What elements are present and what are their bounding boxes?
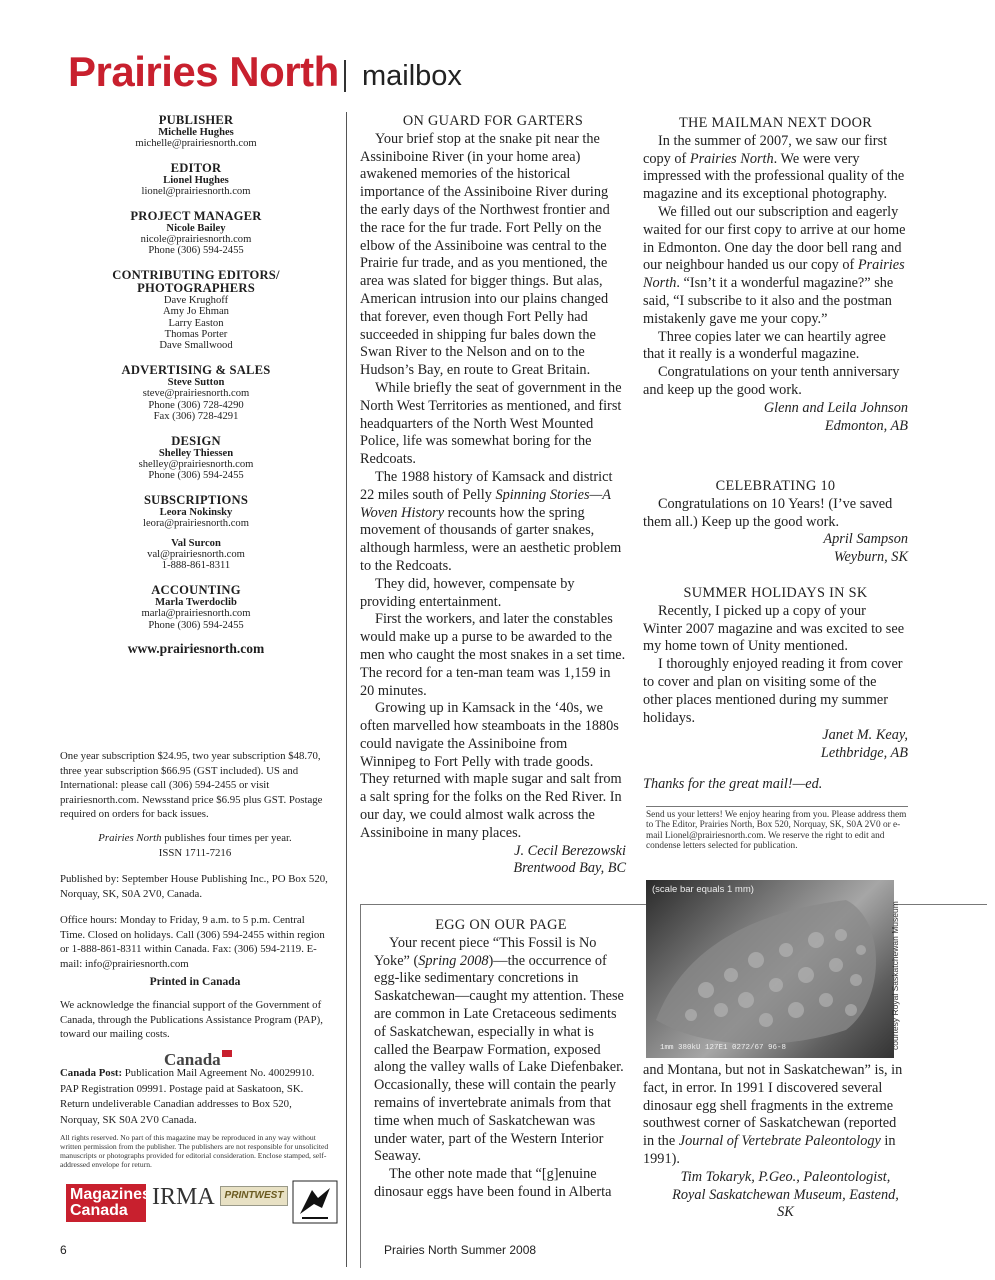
pm-label: PROJECT MANAGER bbox=[130, 208, 262, 223]
paragraph-text: The 1988 history of Kamsack and district 22 miles south of Pelly bbox=[360, 468, 613, 503]
website-link[interactable]: www.prairiesnorth.com bbox=[127, 640, 265, 656]
letter-paragraph: The other note made that “[g]enuine dinosaur eggs have been found in Alberta bbox=[374, 1166, 612, 1200]
canada-post-line-2: PAP Registration 09991. Postage paid at Saskatoon, SK. bbox=[60, 1082, 304, 1095]
letter-egg-on-our-page bbox=[374, 917, 628, 1202]
letter-heading: EGG ON OUR PAGE bbox=[435, 917, 567, 933]
partner-logos bbox=[66, 1180, 336, 1226]
signature-name: J. Cecil Berezowski bbox=[514, 842, 626, 859]
fossil-photo bbox=[646, 880, 894, 1058]
signature-name: April Sampson bbox=[823, 531, 908, 548]
accounting-email: marla@prairiesnorth.com bbox=[141, 608, 251, 620]
subscriptions-name-2: Val Surcon bbox=[171, 537, 221, 549]
printed-in-canada: Printed in Canada bbox=[149, 976, 241, 988]
design-name: Shelley Thiessen bbox=[158, 447, 234, 459]
contrib-label: CONTRIBUTING EDITORS/ bbox=[112, 267, 280, 282]
accounting-label: ACCOUNTING bbox=[151, 582, 241, 597]
letter-mailman-next-door bbox=[643, 115, 908, 435]
subscriptions-email-2: val@prairiesnorth.com bbox=[147, 548, 245, 560]
flag-icon bbox=[222, 1050, 232, 1057]
rights-notice: All rights reserved. No part of this magazine may be reproduced in any way without written permission from the publisher. The publishers are not responsible for unsolicited manuscripts or photographs provided for editorial consideration. Enclose stamped, self-addressed envelope for return. bbox=[60, 1133, 329, 1169]
signature-name: Glenn and Leila Johnson bbox=[763, 399, 908, 416]
paragraph-text: Your recent piece “This Fossil is No Yoke” ( bbox=[374, 934, 597, 969]
letter-paragraph bbox=[374, 935, 628, 1166]
signature-location: Brentwood Bay, BC bbox=[513, 860, 626, 877]
letter-heading: THE MAILMAN NEXT DOOR bbox=[678, 115, 873, 131]
contrib-name: Amy Jo Ehman bbox=[163, 306, 229, 318]
canada-post-label: Canada Post: bbox=[60, 1067, 123, 1079]
letter-paragraph bbox=[643, 204, 908, 329]
office-hours: Office hours: Monday to Friday, 9 a.m. to 5 p.m. Central Time. Closed on holidays. Call (306) 594-2455 within region or 1-888-861-8311 within Canada. Fax: (306) 594-2119. E-mail: info@prairiesnorth.com bbox=[60, 914, 325, 970]
pm-group bbox=[60, 210, 332, 257]
contrib-label-2: PHOTOGRAPHERS bbox=[137, 280, 255, 295]
letter-paragraph: Three copies later we can heartily agree that it really is a wonderful magazine. bbox=[643, 328, 886, 363]
pm-name: Nicole Bailey bbox=[166, 222, 226, 234]
letter-heading: CELEBRATING 10 bbox=[715, 478, 836, 494]
letter-paragraph: I thoroughly enjoyed reading it from cover to cover and plan on visiting some of the other places mentioned during my summer holidays. bbox=[643, 656, 903, 726]
magazine-name: Prairies North bbox=[689, 150, 774, 167]
paragraph-text: in 1991). bbox=[643, 1133, 896, 1167]
signature-location: Royal Saskatchewan Museum, Eastend, SK bbox=[672, 1186, 899, 1221]
publisher-name: Michelle Hughes bbox=[158, 127, 234, 138]
letter-paragraph: Your brief stop at the snake pit near the Assiniboine River (in your home area) awakened memories of the historical importance of the Assiniboine River during the early days of the Northwest frontier and the race for the fur trade. Fort Pelly on the elbow of the Assiniboine was central to the Prairie fur trade, and as you mentioned, the area was slated for bigger things. But alas, American intrusion into our plains changed that forever, even though Fort Pelly had succeeded in shipping fur bales down the Swan River to the Nelson and on to the Hudson’s Bay, en route to Great Britain. bbox=[360, 130, 610, 379]
publisher-label: PUBLISHER bbox=[158, 113, 234, 127]
signature-location: Lethbridge, AB bbox=[820, 745, 908, 762]
column-rule bbox=[346, 112, 347, 1267]
editor-name: Lionel Hughes bbox=[163, 174, 229, 186]
advertising-group bbox=[60, 364, 332, 423]
accounting-group bbox=[60, 584, 332, 631]
magazines-canada-logo: Magazines Canada bbox=[66, 1184, 146, 1222]
title-divider bbox=[344, 60, 346, 92]
letter-heading: ON GUARD FOR GARTERS bbox=[402, 113, 584, 129]
letter-paragraph bbox=[360, 469, 626, 576]
frequency-title: Prairies North bbox=[98, 832, 162, 844]
published-by: Published by: September House Publishing Inc., PO Box 520, Norquay, SK, S0A 2V0, Canada. bbox=[60, 873, 328, 900]
paragraph-text: and Montana, but not in Saskatchewan” is, in fact, in error. In 1991 I discovered several dinosaur egg shell fragments in the extreme southwest corner of Saskatchewan (reported in the bbox=[643, 1062, 903, 1150]
advertising-email: steve@prairiesnorth.com bbox=[142, 388, 250, 400]
canada-post-info bbox=[60, 1066, 330, 1128]
paragraph-text: recounts how the spring movement of thousands of garter snakes, although harmless, were an aesthetic problem to the Redcoats. bbox=[360, 504, 622, 574]
egg-shell-fragment-icon bbox=[646, 880, 894, 1058]
editor-thanks: Thanks for the great mail!—ed. bbox=[643, 776, 823, 792]
issue-footer: Prairies North Summer 2008 bbox=[384, 1243, 537, 1257]
irma-logo: IRMA bbox=[152, 1184, 215, 1210]
advertising-label: ADVERTISING & SALES bbox=[121, 362, 271, 377]
design-email: shelley@prairiesnorth.com bbox=[138, 458, 254, 470]
accounting-phone: Phone (306) 594-2455 bbox=[148, 619, 244, 631]
letter-paragraph bbox=[643, 1062, 908, 1169]
canada-post-line-1: Publication Mail Agreement No. 40029910. bbox=[122, 1067, 315, 1079]
subscriptions-group bbox=[60, 494, 332, 572]
signature-location: Edmonton, AB bbox=[824, 417, 908, 434]
subscriptions-email-1: leora@prairiesnorth.com bbox=[143, 518, 249, 530]
journal-title: Journal of Vertebrate Paleontology bbox=[678, 1133, 881, 1150]
canada-post-line-3: Return undeliverable Canadian addresses to Box 520, bbox=[60, 1098, 292, 1110]
design-phone: Phone (306) 594-2455 bbox=[148, 470, 244, 482]
editor-label: EDITOR bbox=[170, 160, 222, 175]
signature-location: Weyburn, SK bbox=[833, 549, 908, 566]
pm-email: nicole@prairiesnorth.com bbox=[140, 234, 252, 246]
contrib-name: Thomas Porter bbox=[164, 329, 228, 341]
issue-title: Spring 2008 bbox=[418, 952, 489, 969]
letter-egg-continued bbox=[643, 1062, 908, 1222]
advertising-phone: Phone (306) 728-4290 bbox=[148, 399, 244, 411]
frequency-text: publishes four times per year. bbox=[161, 832, 292, 844]
letter-summer-holidays bbox=[643, 585, 908, 763]
subscriptions-phone-2: 1-888-861-8311 bbox=[161, 560, 231, 572]
advertising-fax: Fax (306) 728-4291 bbox=[153, 411, 239, 423]
paragraph-text: . We were very impressed with the professional quality of the magazine and its exceptional photography. bbox=[643, 150, 905, 203]
letter-paragraph: Recently, I picked up a copy of your Winter 2007 magazine and was excited to see my home town of Unity mentioned. bbox=[643, 602, 905, 655]
signature-name: Janet M. Keay, bbox=[822, 727, 908, 744]
publisher-email: michelle@prairiesnorth.com bbox=[135, 138, 257, 150]
bird-logo-icon bbox=[292, 1180, 338, 1224]
contrib-group bbox=[60, 269, 332, 352]
issn: ISSN 1711-7216 bbox=[158, 846, 232, 859]
magazine-name: Prairies North bbox=[643, 257, 905, 292]
book-title: Spinning Stories—A Woven History bbox=[360, 486, 611, 521]
design-label: DESIGN bbox=[171, 433, 221, 448]
government-support: We acknowledge the financial support of the Government of Canada, through the Publications Assistance Program (PAP), toward our mailing costs. bbox=[60, 999, 323, 1040]
submission-note: Send us your letters! We enjoy hearing from you. Please address them to The Editor, Prairies North, Box 520, Norquay, SK, S0A 2V0 or e-mail Lionel@prairiesnorth.com. We reserve the right to edit and condense letters selected for publication. bbox=[646, 806, 908, 852]
paragraph-text: )—the occurrence of egg-like sedimentary concretions in Saskatchewan—caught my attention. These are common in Late Cretaceous sediments of Saskatchewan, especially in what is called the Bearpaw Formation, exposed along the valley walls of Lake Diefenbaker. Occasionally, these will contain the pearly remains of invertebrate animals from that time when much of Saskatchewan was under water, part of the Western Interior Seaway. bbox=[374, 952, 624, 1165]
canada-post-line-4: Norquay, SK S0A 2V0 Canada. bbox=[60, 1113, 197, 1126]
frequency-info bbox=[60, 831, 330, 860]
photo-scale-bar: 1mm 380kU 127E1 0272/67 96-8 bbox=[660, 1044, 787, 1052]
subscriptions-name-1: Leora Nokinsky bbox=[159, 506, 233, 518]
letter-celebrating-10 bbox=[643, 478, 908, 567]
paragraph-text: In the summer of 2007, we saw our first copy of bbox=[643, 132, 888, 167]
subscriptions-label: SUBSCRIPTIONS bbox=[143, 492, 249, 507]
photo-caption: (scale bar equals 1 mm) bbox=[652, 884, 754, 895]
subscription-info: One year subscription $24.95, two year subscription $48.70, three year subscription $66.95 (GST included). US and International: please call (306) 594-2455 or visit prairiesnorth.com. Newsstand price $6.95 plus GST. Postage required on orders for back issues. bbox=[60, 750, 323, 820]
letter-paragraph: They did, however, compensate by providing entertainment. bbox=[360, 575, 575, 610]
design-group bbox=[60, 435, 332, 482]
printwest-logo: PRINTWEST bbox=[220, 1186, 288, 1206]
signature-name: Tim Tokaryk, P.Geo., Paleontologist, bbox=[680, 1168, 891, 1185]
pm-phone: Phone (306) 594-2455 bbox=[148, 245, 244, 257]
editor-email: lionel@prairiesnorth.com bbox=[141, 186, 251, 198]
letter-on-guard-for-garters bbox=[360, 113, 626, 878]
canada-wordmark-text: Canada bbox=[164, 1050, 221, 1069]
paragraph-text: . “Isn’t it a wonderful magazine?” she said, “I subscribe to it also and the postman mistakenly gave me your copy.” bbox=[643, 275, 894, 327]
accounting-name: Marla Twerdoclib bbox=[155, 596, 237, 608]
contrib-name: Larry Easton bbox=[168, 317, 224, 329]
letter-paragraph: While briefly the seat of government in the North West Territories as mentioned, and first headquarters of the North West Mounted Police, life was somewhat boring for the Redcoats. bbox=[360, 379, 622, 468]
page-number: 6 bbox=[60, 1243, 67, 1257]
advertising-name: Steve Sutton bbox=[167, 376, 225, 388]
editor-group bbox=[60, 162, 332, 198]
letter-paragraph bbox=[643, 133, 908, 204]
photo-credit: courtesy Royal Saskatchewan Museum bbox=[890, 901, 900, 1050]
section-title: mailbox bbox=[362, 60, 462, 92]
letter-paragraph: Growing up in Kamsack in the ‘40s, we often marvelled how steamboats in the 1880s could navigate the Assiniboine from Winnipeg to Fort Pelly with trade goods. They returned with maple sugar and salt from a salt spring for the folks on the Red River. In our day, we could almost walk across the Assiniboine in many places. bbox=[360, 700, 622, 841]
staff-masthead bbox=[60, 114, 332, 654]
publisher-group bbox=[60, 114, 332, 150]
letter-paragraph: First the workers, and later the constables would make up a purse to be awarded to the men who caught the most snakes in a set time. The record for a ten-man team was 1,159 in 20 minutes. bbox=[360, 611, 626, 699]
contrib-name: Dave Krughoff bbox=[163, 294, 229, 306]
letter-heading: SUMMER HOLIDAYS IN SK bbox=[683, 585, 868, 601]
contrib-name: Dave Smallwood bbox=[159, 340, 233, 352]
paragraph-text: We filled out our subscription and eagerly waited for our first copy to arrive at our home in Edmonton. One day the door bell rang and our neighbour handed us our copy of bbox=[643, 203, 906, 274]
magazine-title: Prairies North bbox=[68, 48, 339, 95]
letter-paragraph: Congratulations on your tenth anniversary and keep up the good work. bbox=[643, 364, 900, 398]
letter-paragraph: Congratulations on 10 Years! (I’ve saved them all.) Keep up the good work. bbox=[643, 495, 893, 530]
